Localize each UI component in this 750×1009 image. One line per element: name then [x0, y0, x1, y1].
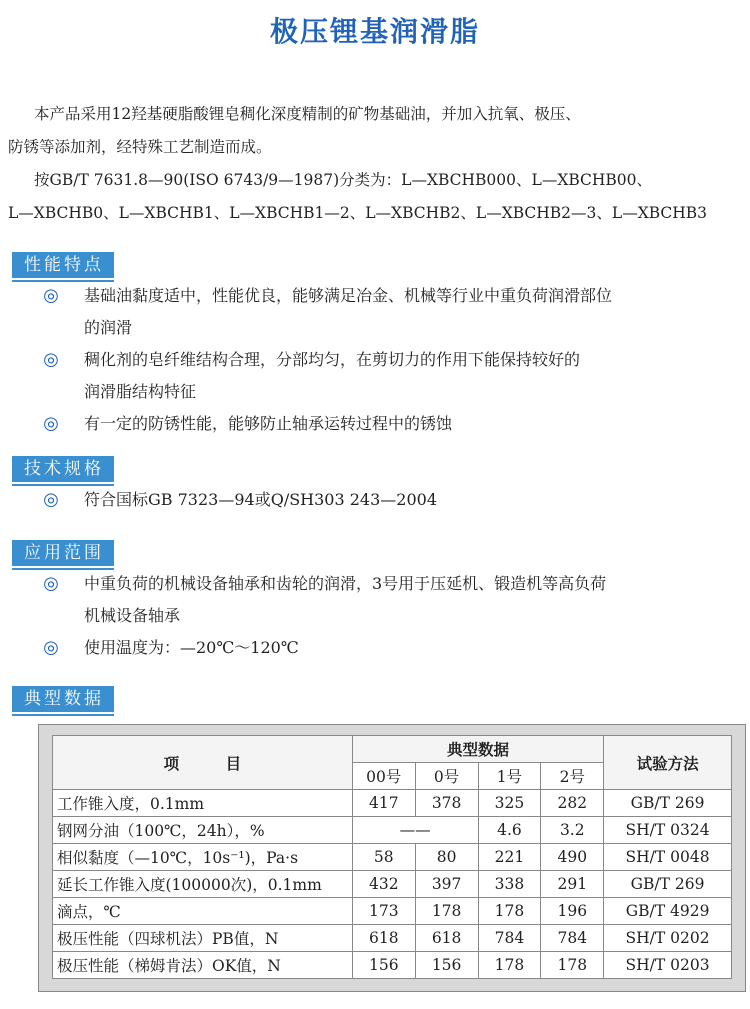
cell-method: SH/T 0324	[604, 817, 732, 844]
cell-value: 178	[478, 952, 541, 979]
table-row	[53, 925, 732, 952]
cell-value: 432	[352, 871, 415, 898]
application-list	[36, 568, 746, 664]
bullet-mark-icon: ◎	[43, 413, 59, 434]
list-item	[36, 280, 746, 344]
cell-value: 618	[352, 925, 415, 952]
table-row	[53, 844, 732, 871]
cell-value: 178	[415, 898, 478, 925]
row-label: 钢网分油（100℃，24h），%	[53, 817, 353, 844]
table-row	[53, 871, 732, 898]
grade-label: 2号	[541, 763, 604, 790]
row-label: 延长工作锥入度(100000次)，0.1mm	[53, 871, 353, 898]
typical-data-table	[52, 735, 732, 979]
section-heading-features	[12, 252, 114, 278]
intro-line: L—XBCHB0、L—XBCHB1、L—XBCHB1—2、L—XBCHB2、L—XBCHB2—3、L—XBCHB3	[8, 204, 708, 222]
grade-label: 1号	[478, 763, 541, 790]
list-item-text: 使用温度为：—20℃～120℃	[84, 638, 299, 657]
bullet-mark-icon: ◎	[43, 285, 59, 306]
list-item-text: 中重负荷的机械设备轴承和齿轮的润滑，3号用于压延机、锻造机等高负荷	[84, 574, 607, 593]
table-header-row	[53, 736, 732, 763]
cell-value: 178	[478, 898, 541, 925]
table-row	[53, 898, 732, 925]
intro-line: 防锈等添加剂，经特殊工艺制造而成。	[8, 138, 272, 156]
grade-label: 00号	[352, 763, 415, 790]
cell-value: 3.2	[541, 817, 604, 844]
cell-method: GB/T 269	[604, 790, 732, 817]
section-heading-text: 性能特点	[24, 255, 104, 275]
header-typical: 典型数据	[352, 736, 603, 763]
row-label: 极压性能（梯姆肯法）OK值，N	[53, 952, 353, 979]
header-item: 项 目	[53, 736, 353, 790]
intro-paragraph	[8, 98, 746, 230]
spec-list	[36, 484, 746, 516]
cell-method: SH/T 0203	[604, 952, 732, 979]
cell-value: 80	[415, 844, 478, 871]
list-item-text: 机械设备轴承	[84, 606, 181, 625]
cell-value: 378	[415, 790, 478, 817]
page-title: 极压锂基润滑脂	[269, 15, 480, 48]
cell-value: 784	[541, 925, 604, 952]
cell-value: 417	[352, 790, 415, 817]
cell-value: 784	[478, 925, 541, 952]
heading-underline	[12, 714, 114, 716]
list-item-text: 有一定的防锈性能，能够防止轴承运转过程中的锈蚀	[84, 414, 453, 433]
list-item	[36, 632, 746, 664]
table-row	[53, 790, 732, 817]
list-item-text: 符合国标GB 7323—94或Q/SH303 243—2004	[84, 490, 438, 509]
row-label: 相似黏度（—10℃，10s⁻¹)，Pa·s	[53, 844, 353, 871]
list-item-text: 的润滑	[84, 318, 133, 337]
cell-value: 4.6	[478, 817, 541, 844]
row-label: 滴点，℃	[53, 898, 353, 925]
section-heading-text: 应用范围	[24, 543, 104, 563]
list-item	[36, 484, 746, 516]
list-item	[36, 344, 746, 408]
cell-value: 490	[541, 844, 604, 871]
cell-value: 397	[415, 871, 478, 898]
table-row	[53, 952, 732, 979]
list-item-text: 稠化剂的皂纤维结构合理，分部均匀，在剪切力的作用下能保持较好的	[84, 350, 581, 369]
cell-value: 618	[415, 925, 478, 952]
row-label: 极压性能（四球机法）PB值，N	[53, 925, 353, 952]
cell-method: GB/T 269	[604, 871, 732, 898]
table-row	[53, 817, 732, 844]
bullet-mark-icon: ◎	[43, 637, 59, 658]
section-heading-typical	[12, 686, 114, 712]
header-method: 试验方法	[604, 736, 732, 790]
intro-line: 本产品采用12羟基硬脂酸锂皂稠化深度精制的矿物基础油，并加入抗氧、极压、	[34, 105, 581, 123]
grade-label: 0号	[415, 763, 478, 790]
section-heading-text: 技术规格	[24, 459, 104, 479]
cell-method: SH/T 0202	[604, 925, 732, 952]
cell-value: 338	[478, 871, 541, 898]
list-item	[36, 568, 746, 632]
cell-value: 156	[352, 952, 415, 979]
bullet-mark-icon: ◎	[43, 349, 59, 370]
section-heading-spec	[12, 456, 114, 482]
bullet-mark-icon: ◎	[43, 573, 59, 594]
cell-method: SH/T 0048	[604, 844, 732, 871]
cell-value: 282	[541, 790, 604, 817]
cell-value: 221	[478, 844, 541, 871]
cell-value: 196	[541, 898, 604, 925]
section-heading-text: 典型数据	[24, 689, 104, 709]
features-list	[36, 280, 746, 440]
bullet-mark-icon: ◎	[43, 489, 59, 510]
cell-value: 156	[415, 952, 478, 979]
cell-value: 173	[352, 898, 415, 925]
row-label: 工作锥入度，0.1mm	[53, 790, 353, 817]
cell-value: 325	[478, 790, 541, 817]
cell-value: ——	[352, 817, 478, 844]
list-item-text: 基础油黏度适中，性能优良，能够满足冶金、机械等行业中重负荷润滑部位	[84, 286, 613, 305]
section-heading-application	[12, 540, 114, 566]
cell-value: 178	[541, 952, 604, 979]
intro-line: 按GB/T 7631.8—90(ISO 6743/9—1987)分类为：L—XBCHB000、L—XBCHB00、	[34, 171, 653, 189]
cell-method: GB/T 4929	[604, 898, 732, 925]
cell-value: 291	[541, 871, 604, 898]
list-item	[36, 408, 746, 440]
list-item-text: 润滑脂结构特征	[84, 382, 197, 401]
cell-value: 58	[352, 844, 415, 871]
